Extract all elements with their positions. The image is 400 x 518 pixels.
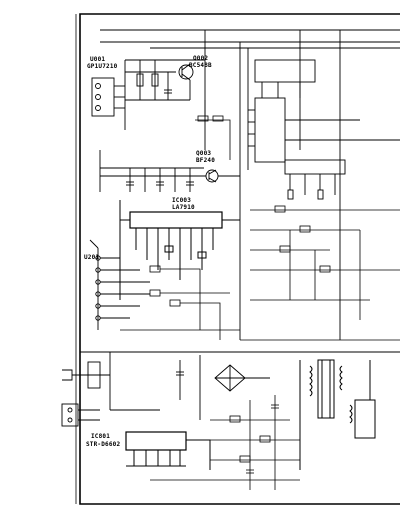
lower-network xyxy=(150,395,300,490)
mains-input-connector xyxy=(62,404,100,426)
q003-part-label: BF240 xyxy=(196,157,216,164)
u001-ref-label: U001 xyxy=(90,56,106,63)
q002-part-label: BC548B xyxy=(189,62,212,69)
ic003-ref-label: IC003 xyxy=(172,197,192,204)
q002-ref-label: Q002 xyxy=(193,55,209,62)
power-supply-section xyxy=(62,352,400,420)
u201-ref-label: U201 xyxy=(84,254,100,261)
u001-part-label: GP1U7210 xyxy=(87,63,118,70)
ic003-chip xyxy=(120,200,240,300)
ic801-part-label: STR-D6602 xyxy=(86,441,121,448)
ic801-ref-label: IC801 xyxy=(91,433,111,440)
right-interface-block xyxy=(248,60,400,199)
q003-stage xyxy=(100,150,240,192)
transformer xyxy=(300,360,375,470)
ic801-chip xyxy=(126,432,210,470)
ic003-part-label: LA7910 xyxy=(172,204,195,211)
u001-ir-receiver xyxy=(92,60,125,130)
right-middle-network xyxy=(240,206,400,340)
q003-ref-label: Q003 xyxy=(196,150,212,157)
